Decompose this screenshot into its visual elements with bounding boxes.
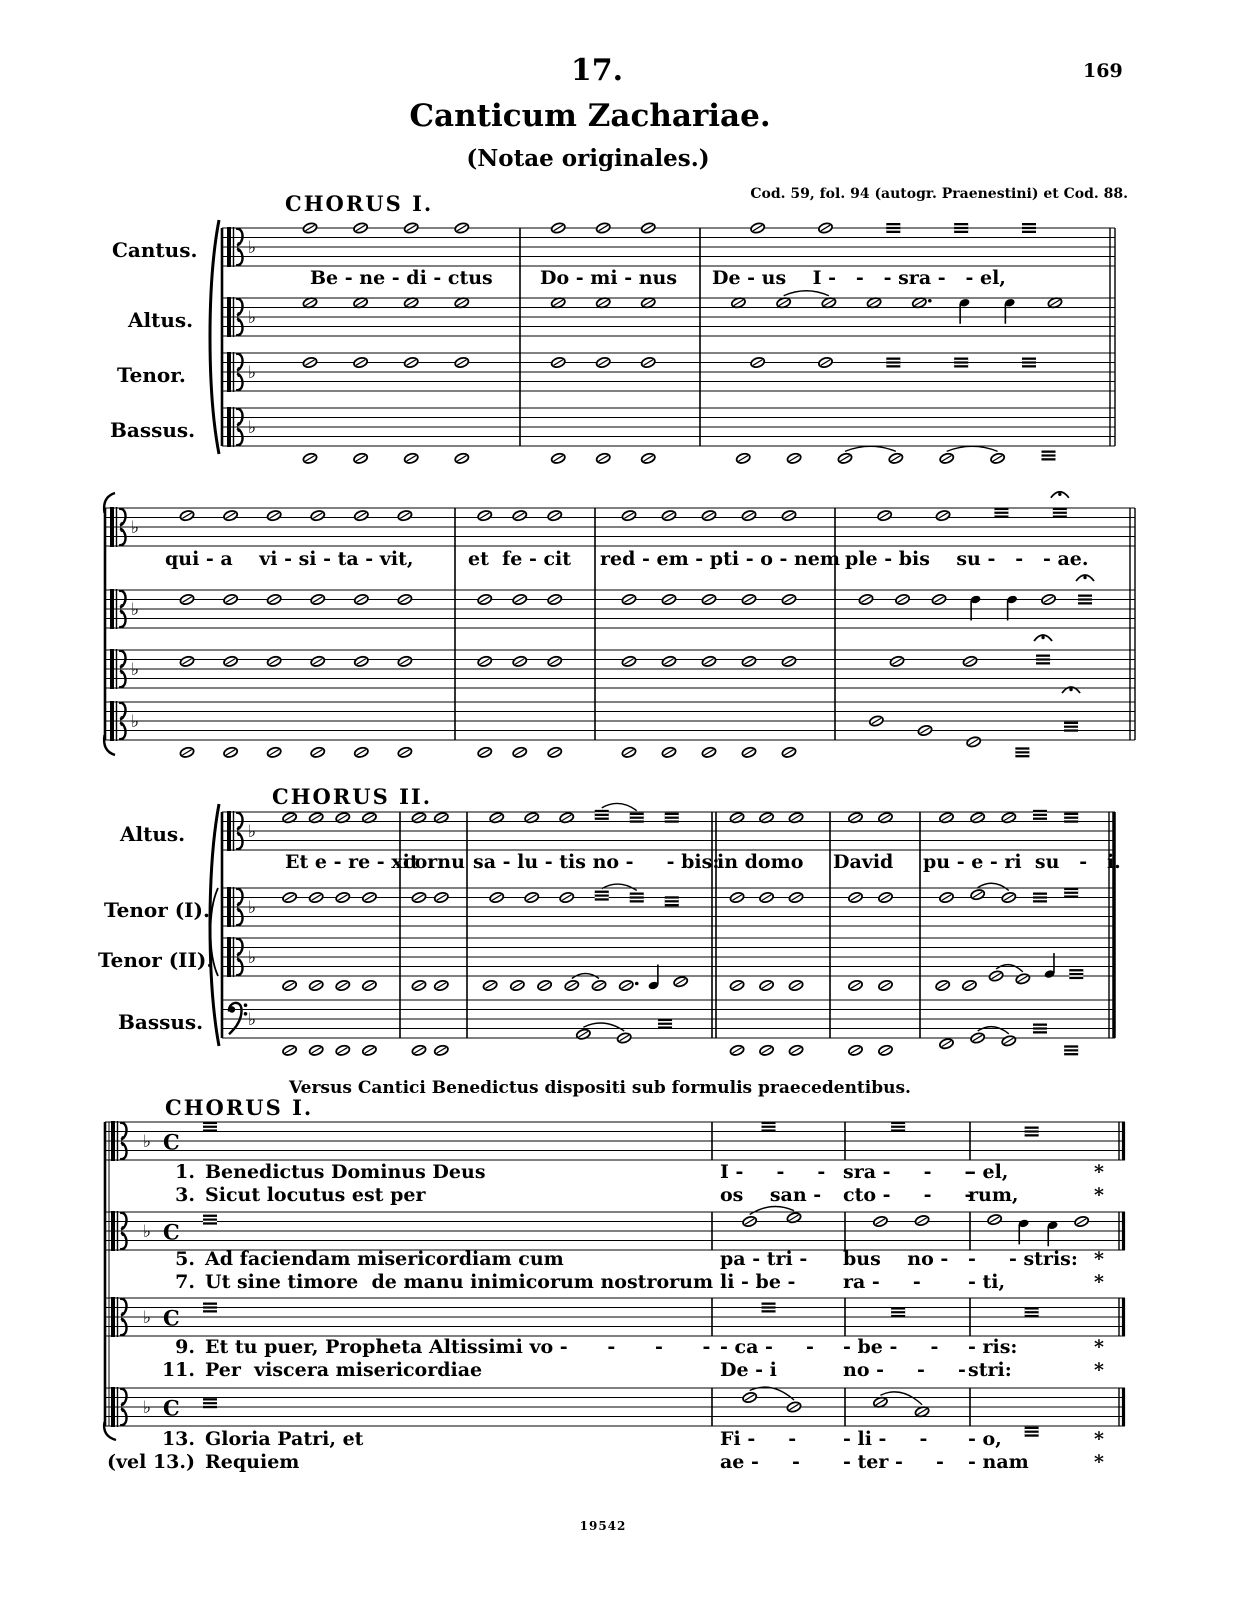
verse-syllable-cell: I - - - <box>720 1161 826 1183</box>
verse-number: 13. <box>161 1428 195 1450</box>
svg-text:♭: ♭ <box>248 308 257 328</box>
verse-asterisk: * <box>1094 1271 1104 1293</box>
voice-label: Tenor. <box>117 363 186 387</box>
lyrics-segment: in domo <box>717 851 804 873</box>
verse-text: Sicut locutus est per <box>205 1184 426 1206</box>
lyrics-segment: David <box>833 851 894 873</box>
verses-chorus-heading: CHORUS I. <box>165 1095 314 1120</box>
svg-text:C: C <box>163 1395 180 1421</box>
lyrics-segment: ple - bis su - - - ae. <box>845 548 1089 570</box>
lyrics-segment: red - em - pti - o - nem <box>600 548 840 570</box>
svg-text:♭: ♭ <box>143 1132 152 1152</box>
verse-number: 3. <box>175 1184 195 1206</box>
svg-text:C: C <box>163 1129 180 1155</box>
verse-syllable-cell: Fi - - <box>720 1428 797 1450</box>
chorus1-heading: CHORUS I. <box>285 191 434 216</box>
verse-number: 9. <box>175 1336 195 1358</box>
lyrics-segment: et fe - cit <box>468 548 572 570</box>
svg-text:♭: ♭ <box>248 898 257 918</box>
svg-text:♭: ♭ <box>248 238 257 258</box>
page-title: Canticum Zachariae. <box>409 98 771 134</box>
verse-syllable-cell: sra - - - <box>843 1161 973 1183</box>
verse-number: 1. <box>175 1161 195 1183</box>
verse-syllable-cell: - el, <box>968 1161 1009 1183</box>
svg-text:♭: ♭ <box>131 660 140 680</box>
lyrics-segment: qui - a vi - si - ta - vit, <box>165 548 414 570</box>
svg-text:C: C <box>163 1219 180 1245</box>
verse-text: Ut sine timore de manu inimicorum nostrorum <box>205 1271 714 1293</box>
verse-syllable-cell: - ris: <box>968 1336 1018 1358</box>
verse-text: Requiem <box>205 1451 300 1473</box>
svg-text:♭: ♭ <box>248 1010 257 1030</box>
verse-text: Gloria Patri, et <box>205 1428 364 1450</box>
plate-number: 19542 <box>579 1519 627 1533</box>
verse-syllable-cell: - nam <box>968 1451 1029 1473</box>
verse-asterisk: * <box>1094 1184 1104 1206</box>
verse-syllable-cell: De - i <box>720 1359 777 1381</box>
verse-syllable-cell: - li - - <box>843 1428 928 1450</box>
verse-syllable-cell: - be - - <box>843 1336 939 1358</box>
verse-text: Ad faciendam misericordiam cum <box>205 1248 564 1270</box>
lyrics-segment: sa - lu - tis no - - bis: <box>473 851 720 873</box>
verse-syllable-cell: - ter - - <box>843 1451 944 1473</box>
piece-number: 17. <box>570 53 624 88</box>
verse-number: 5. <box>175 1248 195 1270</box>
verse-syllable-cell: pa - tri - <box>720 1248 808 1270</box>
voice-label: Altus. <box>120 822 186 846</box>
verse-syllable-cell: cto - - - <box>843 1184 973 1206</box>
voice-label: Cantus. <box>112 238 198 262</box>
verse-syllable-cell: ae - - <box>720 1451 800 1473</box>
verse-asterisk: * <box>1094 1248 1104 1270</box>
svg-text:♭: ♭ <box>248 418 257 438</box>
lyrics-segment: De - us I - - - sra - - el, <box>712 267 1006 289</box>
voice-label: Tenor (II). <box>98 948 214 972</box>
verse-syllable-cell: - ti, <box>968 1271 1006 1293</box>
voice-label: Bassus. <box>110 418 196 442</box>
svg-text:♭: ♭ <box>143 1398 152 1418</box>
voice-label: Altus. <box>128 308 194 332</box>
source-note: Cod. 59, fol. 94 (autogr. Praenestini) et Cod. 88. <box>750 186 1128 202</box>
lyrics-segment: Do - mi - nus <box>540 267 678 289</box>
svg-text:♭: ♭ <box>131 518 140 538</box>
svg-text:♭: ♭ <box>143 1222 152 1242</box>
verse-syllable-cell: li - be - <box>720 1271 796 1293</box>
svg-text:♭: ♭ <box>131 600 140 620</box>
verse-syllable-cell: - o, <box>968 1428 1002 1450</box>
verse-syllable-cell: rum, <box>968 1184 1019 1206</box>
verse-syllable-cell: no - - - <box>843 1359 966 1381</box>
lyrics-segment: cornu <box>403 851 465 873</box>
voice-label: Tenor (I). <box>104 898 210 922</box>
svg-text:C: C <box>163 1305 180 1331</box>
svg-text:♭: ♭ <box>143 1308 152 1328</box>
verse-asterisk: * <box>1094 1161 1104 1183</box>
verse-asterisk: * <box>1094 1428 1104 1450</box>
verse-syllable-cell: - - stris: <box>968 1248 1078 1270</box>
voice-label: Bassus. <box>118 1010 204 1034</box>
verse-syllable-cell: stri: <box>968 1359 1012 1381</box>
lyrics-segment: pu - e - ri su - i. <box>923 851 1121 873</box>
versus-heading: Versus Cantici Benedictus dispositi sub formulis praecedentibus. <box>289 1078 911 1098</box>
verse-syllable-cell: os san - <box>720 1184 822 1206</box>
svg-text:♭: ♭ <box>248 363 257 383</box>
verse-number: (vel 13.) <box>107 1451 195 1473</box>
verse-syllable-cell: ra - - <box>843 1271 921 1293</box>
page-number: 169 <box>1083 60 1123 82</box>
verse-text: Per viscera misericordiae <box>205 1359 483 1381</box>
svg-text:♭: ♭ <box>248 948 257 968</box>
verse-number: 11. <box>161 1359 195 1381</box>
svg-text:♭: ♭ <box>131 712 140 732</box>
lyrics-segment: Be - ne - di - ctus <box>310 267 493 289</box>
page-subtitle: (Notae originales.) <box>466 145 710 172</box>
verse-asterisk: * <box>1094 1451 1104 1473</box>
verse-number: 7. <box>175 1271 195 1293</box>
lyrics-segment: Et e - re - xit <box>285 851 419 873</box>
verse-text: Benedictus Dominus Deus <box>205 1161 486 1183</box>
verse-syllable-cell: bus no - <box>843 1248 949 1270</box>
verse-syllable-cell: - ca - - <box>720 1336 814 1358</box>
svg-text:♭: ♭ <box>248 822 257 842</box>
verse-text: Et tu puer, Propheta Altissimi vo - - - - <box>205 1336 711 1358</box>
chorus2-heading: CHORUS II. <box>272 784 433 809</box>
verse-asterisk: * <box>1094 1336 1104 1358</box>
verse-asterisk: * <box>1094 1359 1104 1381</box>
